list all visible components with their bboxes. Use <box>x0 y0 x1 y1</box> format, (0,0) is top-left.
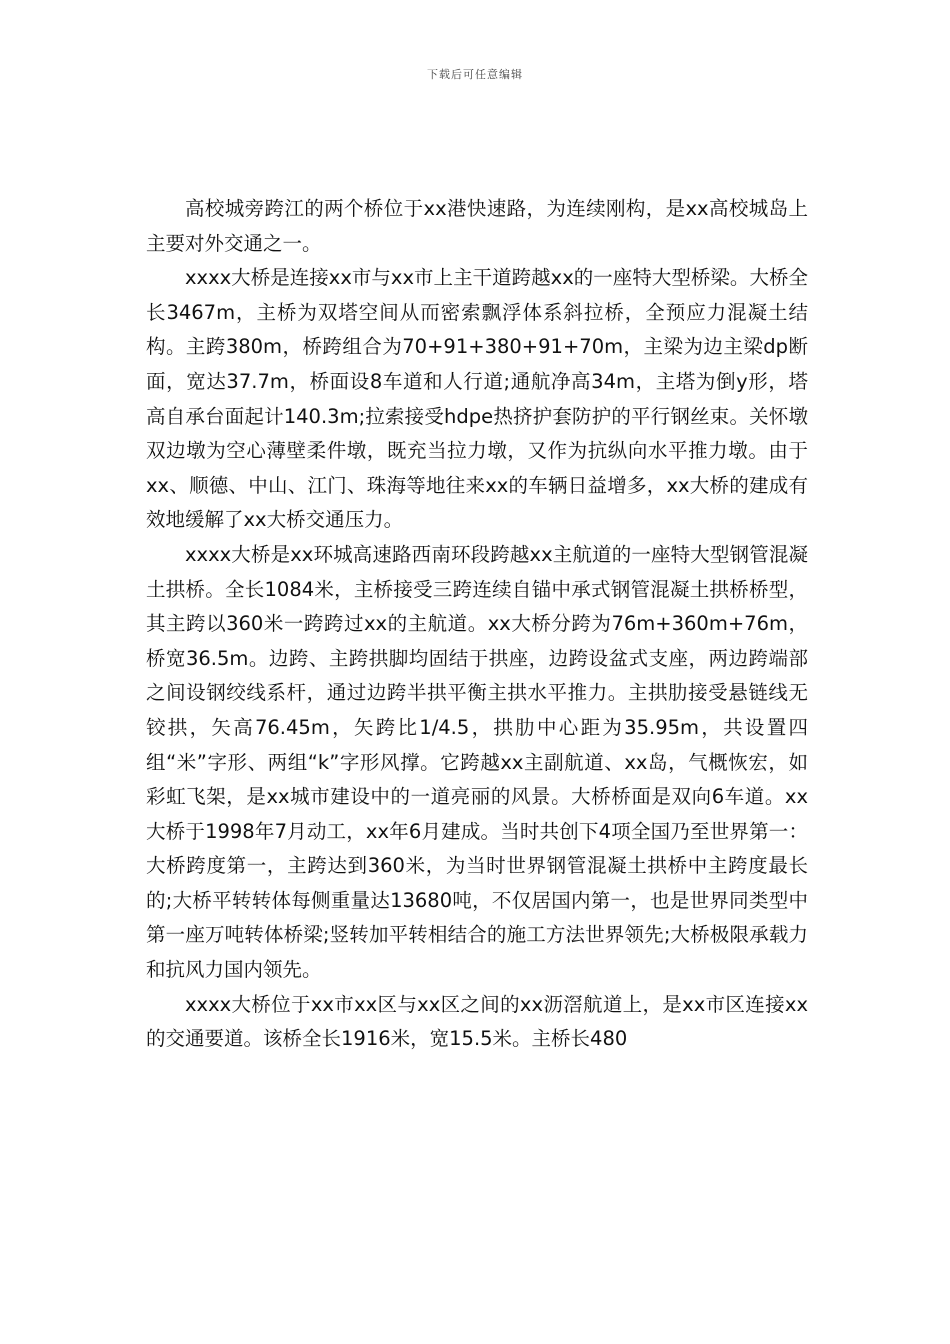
header-note: 下载后可任意编辑 <box>427 68 523 81</box>
document-body <box>146 192 808 1057</box>
paragraph: 高校城旁跨江的两个桥位于xx港快速路，为连续刚构，是xx高校城岛上主要对外交通之一。 <box>146 197 808 255</box>
paragraph: xxxx大桥是连接xx市与xx市上主干道跨越xx的一座特大型桥梁。大桥全长3467m，主桥为双塔空间从而密索飘浮体系斜拉桥，全预应力混凝土结构。主跨380m，桥跨组合为70+91+380+91+70m，主梁为边主梁dp断面，宽达37.7m，桥面设8车道和人行道;通航净高34m，主塔为倒y形，塔高自承台面起计140.3m;拉索接受hdpe热挤护套防护的平行钢丝束。关怀墩双边墩为空心薄壁柔件墩，既充当拉力墩，又作为抗纵向水平推力墩。由于xx、顺德、中山、江门、珠海等地往来xx的车辆日益增多，xx大桥的建成有效地缓解了xx大桥交通压力。 <box>146 266 808 532</box>
paragraph: xxxx大桥位于xx市xx区与xx区之间的xx沥滘航道上，是xx市区连接xx的交通要道。该桥全长1916米，宽15.5米。主桥长480 <box>146 992 808 1051</box>
paragraph: xxxx大桥是xx环城高速路西南环段跨越xx主航道的一座特大型钢管混凝土拱桥。全长1084米，主桥接受三跨连续自锚中承式钢管混凝土拱桥桥型，其主跨以360米一跨跨过xx的主航道。xx大桥分跨为76m+360m+76m，桥宽36.5m。边跨、主跨拱脚均固结于拱座，边跨设盆式支座，两边跨端部之间设钢绞线系杆，通过边跨半拱平衡主拱水平推力。主拱肋接受悬链线无铰拱，矢高76.45m，矢跨比1/4.5，拱肋中心距为35.95m，共设置四组“米”字形、两组“k”字形风撑。它跨越xx主副航道、xx岛，气概恢宏，如彩虹飞架，是xx城市建设中的一道亮丽的风景。大桥桥面是双向6车道。xx大桥于1998年7月动工，xx年6月建成。当时共创下4项全国乃至世界第一：大桥跨度第一，主跨达到360米，为当时世界钢管混凝土拱桥中主跨度最长的;大桥平转转体每侧重量达13680吨，不仅居国内第一，也是世界同类型中第一座万吨转体桥梁;竖转加平转相结合的施工方法世界领先;大桥极限承载力和抗风力国内领先。 <box>146 542 808 982</box>
